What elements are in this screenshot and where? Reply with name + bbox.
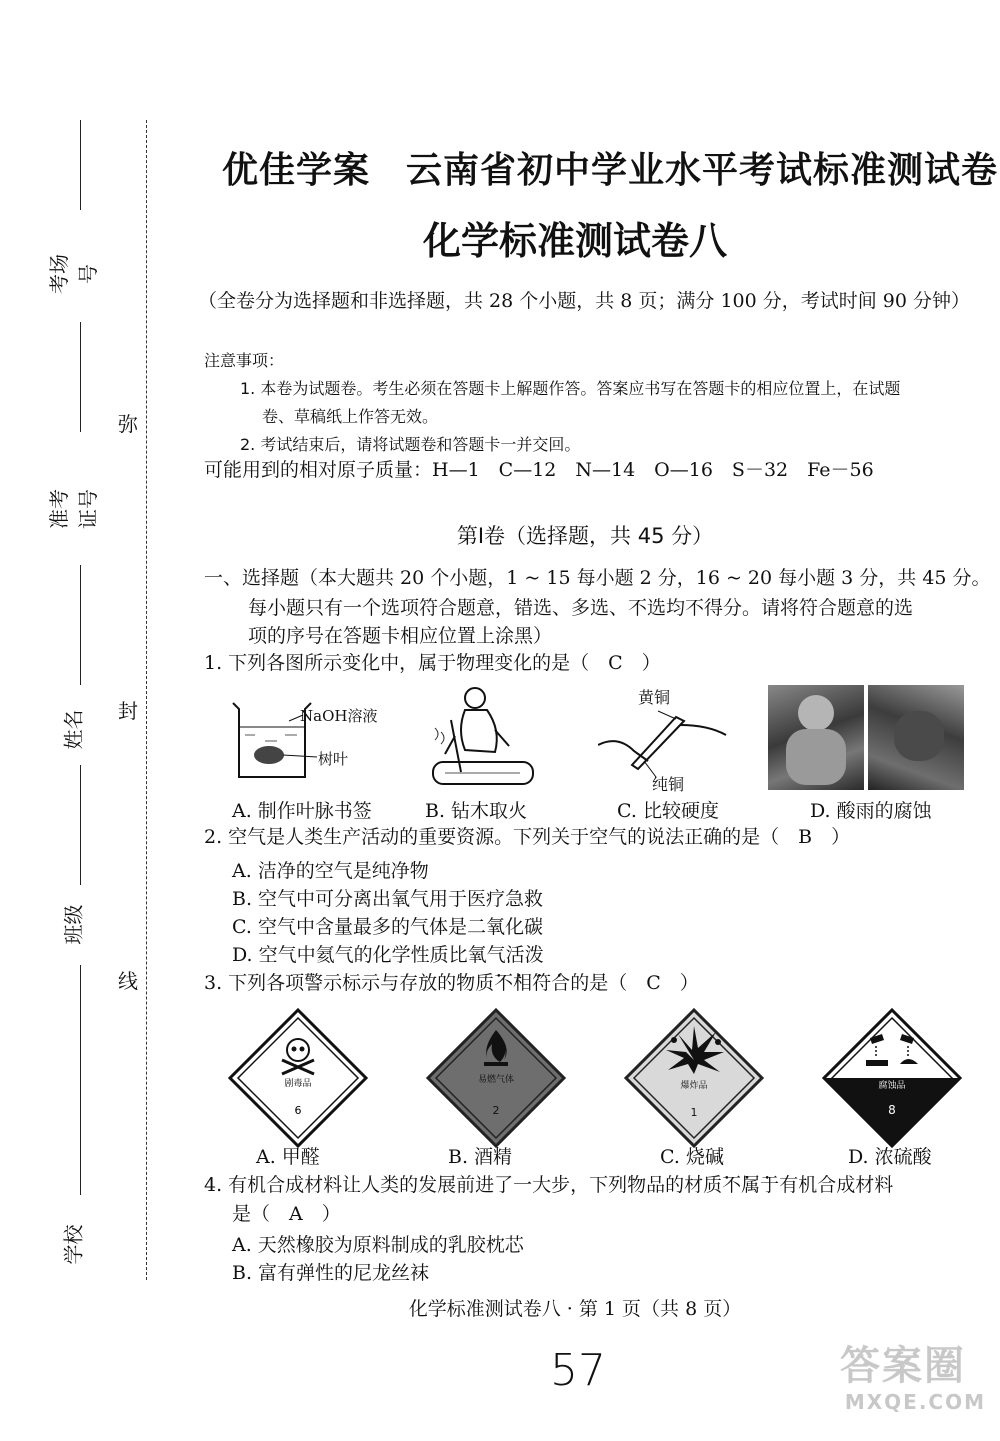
question-4-stem-post: 有机合成材料 (779, 1174, 894, 1196)
watermark-logo (840, 1342, 990, 1432)
question-4-stem-line-2: 是（ A ） (232, 1203, 341, 1225)
sidebar-line-school (80, 965, 81, 1195)
question-1-option-a: A. 制作叶脉书签 (232, 800, 372, 822)
name-label: 姓名 (61, 709, 86, 750)
notice-title: 注意事项： (204, 351, 285, 370)
sidebar-line-name (80, 565, 81, 685)
question-4-option-a: A. 天然橡胶为原料制成的乳胶枕芯 (232, 1234, 524, 1256)
binding-dashed-line (146, 120, 147, 1280)
brass-label: 黄铜 (638, 688, 671, 707)
question-4-option-b: B. 富有弹性的尼龙丝袜 (232, 1262, 430, 1284)
question-1-option-b: B. 钻木取火 (425, 800, 528, 822)
section-1-desc-1: （本大题共 20 个小题，1 ~ 15 每小题 2 分，16 ~ 20 每小题 3 分，共 45 分。 (299, 567, 991, 589)
exam-scope: （全卷分为选择题和非选择题，共 28 个小题，共 8 页；满分 100 分，考试时间 90 分钟） (198, 290, 971, 312)
section-1-head: 一、选择题 (204, 567, 300, 589)
seal-char-feng: 封 (118, 699, 138, 723)
notice-item-2: 2. 考试结束后，请将试题卷和答题卡一并交回。 (240, 435, 581, 454)
question-3-option-d: D. 浓硫酸 (848, 1146, 932, 1168)
drill-fire-figure (425, 680, 545, 795)
corrosive-sign-label: 腐蚀品 (878, 1081, 906, 1091)
part-1-title: 第Ⅰ卷（选择题，共 45 分） (456, 524, 714, 548)
question-3-option-a: A. 甲醛 (256, 1146, 320, 1168)
toxic-sign-label: 剧毒品 (284, 1079, 312, 1089)
question-3-option-c: C. 烧碱 (660, 1146, 724, 1168)
ticket-no-label: 准考证号 (47, 489, 100, 529)
class-label: 班级 (61, 904, 86, 945)
acid-rain-photo-1 (768, 685, 864, 790)
question-2-option-c: C. 空气中含量最多的气体是二氧化碳 (232, 916, 543, 938)
atomic-masses: 可能用到的相对原子质量：H—1 C—12 N—14 O—16 S－32 Fe－56 (204, 459, 874, 481)
section-1-desc-2: 每小题只有一个选项符合题意，错选、多选、不选均不得分。请将符合题意的选 (248, 597, 914, 619)
handwritten-page-number: 57 (550, 1345, 606, 1396)
question-1-stem: 1. 下列各图所示变化中，属于物理变化的是（ C ） (204, 652, 661, 674)
explosive-sign-label: 爆炸品 (680, 1081, 708, 1091)
naoh-label: NaOH溶液 (300, 707, 378, 725)
corrosive-sign (822, 1008, 962, 1148)
page-title: 化学标准测试卷八 (422, 218, 727, 263)
seal-char-xian: 线 (118, 969, 138, 993)
question-1-option-d: D. 酸雨的腐蚀 (810, 800, 932, 822)
explosive-sign (624, 1008, 764, 1148)
page-footer: 化学标准测试卷八 · 第 1 页（共 8 页） (408, 1298, 742, 1320)
question-3-stem-pre: 3. 下列各项警示标示与存放的物质 (204, 972, 495, 994)
question-3-stem (204, 968, 699, 998)
question-3-option-b: B. 酒精 (448, 1146, 513, 1168)
sidebar-line-class (80, 765, 81, 885)
question-2-option-d: D. 空气中氦气的化学性质比氧气活泼 (232, 944, 544, 966)
question-4-stem-pre: 4. 有机合成材料让人类的发展前进了一大步，下列物品的材质 (204, 1174, 723, 1196)
watermark-bottom-text: MXQE.COM (844, 1390, 986, 1414)
corrosive-sign-number: 8 (888, 1103, 896, 1117)
leaf-label: 树叶 (318, 750, 349, 768)
series-header (222, 142, 998, 193)
question-3-stem-emphasis: 不相符合 • • • • (494, 972, 570, 994)
brand-name: 优佳学案 (222, 149, 371, 191)
question-2-stem: 2. 空气是人类生产活动的重要资源。下列关于空气的说法正确的是（ B ） (204, 826, 851, 848)
flammable-sign-number: 2 (492, 1104, 500, 1117)
question-1-option-c: C. 比较硬度 (617, 800, 719, 822)
flammable-sign-label: 易燃气体 (477, 1075, 515, 1085)
sidebar-line-ticket (80, 322, 81, 432)
copper-label: 纯铜 (652, 775, 685, 794)
watermark-top-text: 答案圈 (840, 1343, 966, 1389)
school-label: 学校 (61, 1224, 86, 1265)
section-1-desc-3: 项的序号在答题卡相应位置上涂黑） (248, 625, 553, 647)
exam-room-label: 考场号 (47, 254, 100, 294)
sidebar-line-exam-room (80, 120, 81, 210)
question-3-stem-post: 的是（ C ） (570, 972, 699, 994)
series-name: 云南省初中学业水平考试标准测试卷 (406, 149, 999, 191)
explosive-sign-number: 1 (690, 1106, 698, 1119)
question-4-stem-emphasis: 不属于 • • • (722, 1174, 779, 1196)
notice-item-1-line-1: 1. 本卷为试题卷。考生必须在答题卡上解题作答。答案应书写在答题卡的相应位置上，在试题 (240, 379, 901, 398)
question-2-option-b: B. 空气中可分离出氧气用于医疗急救 (232, 888, 544, 910)
question-4-stem-line-1 (204, 1170, 893, 1200)
acid-rain-photo-2 (868, 685, 964, 790)
toxic-sign-number: 6 (294, 1104, 302, 1117)
notice-item-1-line-2: 卷、草稿纸上作答无效。 (262, 407, 439, 426)
question-2-option-a: A. 洁净的空气是纯净物 (232, 860, 429, 882)
toxic-sign (228, 1008, 368, 1148)
seal-char-mi: 弥 (118, 412, 138, 436)
flammable-gas-sign (426, 1008, 566, 1148)
section-1-line-1 (204, 563, 991, 593)
